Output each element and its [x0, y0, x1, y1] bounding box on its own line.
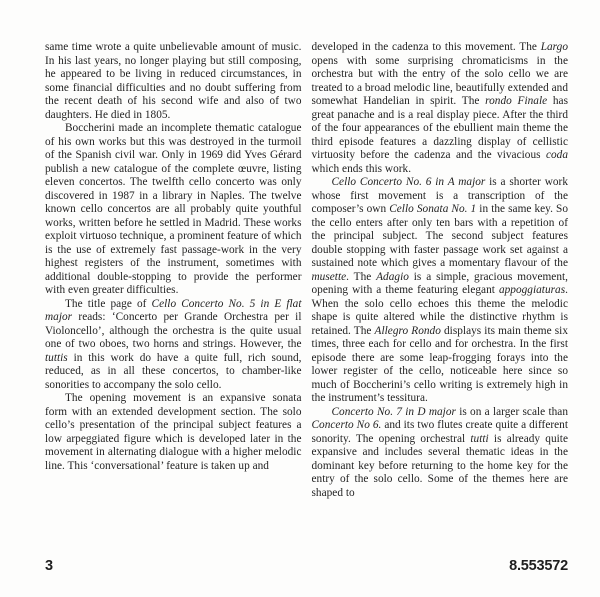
italic-text-segment: coda	[545, 149, 568, 161]
italic-text-segment: Cello Concerto No. 6 in A major	[331, 176, 486, 188]
text-segment: The opening movement is an expansive sonata form with an extended development section. The solo cello’s presentation of the principal subject features a low arpeggiated figure which is developed later in the movement in alternating dialogue with a higher melodic line. This ‘conversational’ feature is taken up and	[45, 392, 302, 472]
italic-text-segment: Largo	[540, 41, 568, 53]
italic-text-segment: Adagio	[376, 270, 409, 283]
paragraph	[45, 392, 302, 473]
italic-text-segment: Cello Concerto No. 5 in E flat major	[45, 297, 302, 323]
text-segment: is already quite expansive and includes several thematic ideas in the dominant key before returning to the home key for the entry of the solo cello. Some of the themes here are shaped to	[311, 432, 568, 499]
text-segment: Boccherini made an incomplete thematic catalogue of his own works but this was destroyed in the turmoil of the Spanish civil war. Only in 1969 did Yves Gérard publish a new catalogue of the complete œuvre, listing eleven concertos. The twelfth cello concerto was only discovered in 1987 in a library in Naples. The twelve known cello concertos are all probably quite youthful works, written before he settled in Madrid. These works exploit virtuoso technique, a prominent feature of which is the use of extremely fast passage-work in the very highest registers of the instrument, sometimes with additional double-stopping to provide the performer with even greater difficulties.	[45, 122, 302, 296]
text-columns	[45, 41, 568, 500]
italic-text-segment: appoggiaturas	[498, 284, 566, 296]
text-segment: reads: ‘Concerto per Grande Orchestra per il Violoncello’, although the orchestra is the quite usual one of two oboes, two horns and strings. However, the	[45, 311, 302, 350]
text-segment: displays its main theme six times, three each for cello and for orchestra. In the first episode there are some leap-frogging forays into the lower register of the cello, noticeable here since so much of Boccherini’s cello writing is extremely high in the instrument’s tessitura.	[311, 324, 568, 404]
italic-text-segment: Cello Sonata No. 1	[389, 203, 477, 215]
text-segment: which ends this work.	[311, 162, 412, 175]
left-text-column	[45, 41, 302, 500]
page-number: 3	[45, 558, 53, 574]
paragraph	[312, 41, 569, 176]
text-segment: in this work do have a quite full, rich sound, reduced, as in all these concertos, to chamber-like sonorities to accompany the solo cello.	[45, 351, 302, 391]
text-segment: is a simple, gracious movement, opening with a theme featuring elegant	[311, 270, 569, 296]
text-segment: The title page of	[65, 297, 152, 310]
catalog-number: 8.553572	[509, 558, 568, 574]
paragraph	[312, 406, 569, 501]
text-segment: is on a larger scale than	[455, 405, 568, 418]
paragraph	[312, 176, 569, 406]
italic-text-segment: tuttis	[45, 351, 68, 364]
paragraph	[45, 298, 302, 393]
italic-text-segment: rondo Finale	[485, 95, 548, 107]
right-text-column	[312, 41, 569, 500]
text-segment: . When the solo cello echoes this theme the melodic shape is quite altered while the distinctive rhythm is retained. The	[311, 284, 568, 337]
italic-text-segment: Allegro Rondo	[374, 324, 441, 337]
text-segment: same time wrote a quite unbelievable amount of music. In his last years, no longer playing but still composing, he appeared to be living in reduced circumstances, in some financial difficulties and no doubt suffering from the recent death of his second wife and also of two daughters. He died in 1805.	[45, 41, 302, 121]
paragraph	[45, 122, 302, 298]
text-segment: has great panache and is a real display piece. After the third of the four appearances of the ebullient main theme the third episode features a dazzling display of cellistic virtuosity before the cadenza and the vivacious	[311, 95, 569, 161]
text-segment: in the same key. So the cello enters after only ten bars with a repetition of the principal subject. The second subject features double stopping with faster passage work set against a sustained note which gives a momentary flavour of the	[311, 203, 568, 269]
text-segment: . The	[346, 270, 377, 283]
italic-text-segment: tutti	[470, 432, 489, 445]
text-segment: is a shorter work whose first movement is a transcription of the composer’s own	[311, 176, 568, 215]
italic-text-segment: Concerto No. 7 in D major	[331, 405, 456, 418]
page-footer	[45, 558, 568, 574]
text-segment: and its two flutes create quite a different sonority. The opening orchestral	[311, 419, 568, 445]
text-segment: developed in the cadenza to this movement. The	[311, 41, 541, 53]
italic-text-segment: musette	[311, 270, 347, 283]
italic-text-segment: Concerto No 6.	[311, 419, 382, 431]
paragraph	[45, 41, 302, 122]
text-segment: opens with some surprising chromaticisms in the orchestra but with the entry of the solo cello we are treated to a broad melodic line, beautifully extended and somewhat Handelian in spirit. The	[311, 54, 568, 107]
